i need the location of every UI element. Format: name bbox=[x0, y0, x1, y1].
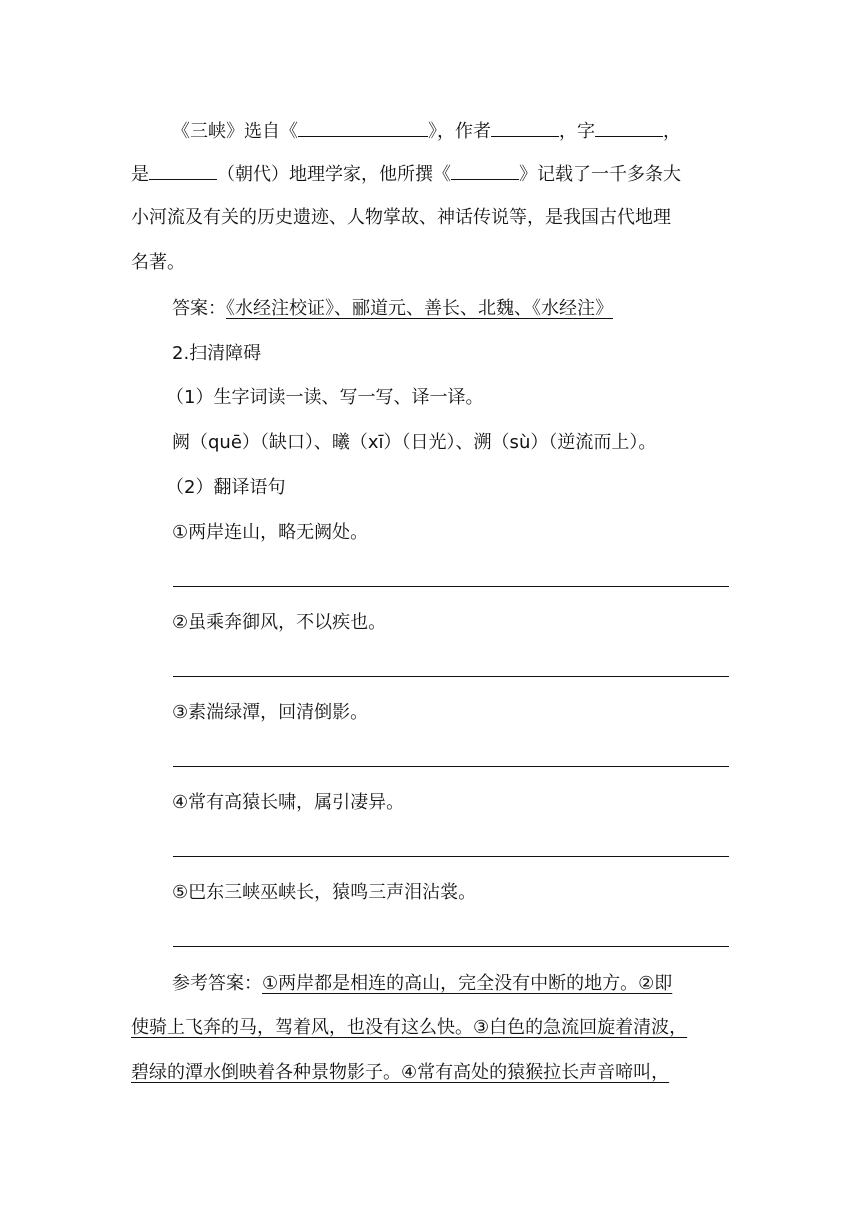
answer-rule-3 bbox=[173, 766, 729, 767]
blank-work-title bbox=[451, 161, 519, 180]
blank-courtesy-name bbox=[595, 118, 663, 137]
section-title: 2.扫清障碍 bbox=[172, 343, 262, 364]
answer-rule-1 bbox=[173, 586, 729, 587]
answer-line bbox=[172, 297, 613, 321]
intro-text: 是 bbox=[131, 164, 149, 185]
sentence-1: ①两岸连山，略无阙处。 bbox=[172, 522, 369, 543]
reference-line-1 bbox=[172, 972, 672, 996]
sentence-5: ⑤巴东三峡巫峡长，猿鸣三声泪沾裳。 bbox=[172, 882, 477, 903]
intro-line-3: 小河流及有关的历史遗迹、人物掌故、神话传说等，是我国古代地理 bbox=[131, 207, 671, 228]
sentence-2: ②虽乘奔御风，不以疾也。 bbox=[172, 612, 387, 633]
answer-rule-2 bbox=[173, 676, 729, 677]
intro-line-2 bbox=[131, 161, 681, 187]
intro-text: ，字 bbox=[559, 121, 595, 142]
intro-line-1 bbox=[172, 118, 681, 144]
intro-text: （朝代）地理学家，他所撰《 bbox=[217, 164, 451, 185]
intro-text: 》，作者 bbox=[428, 121, 491, 142]
answer-rule-4 bbox=[173, 856, 729, 857]
answer-rule-5 bbox=[173, 946, 729, 947]
reference-line-3: 碧绿的潭水倒映着各种景物影子。④常有高处的猿猴拉长声音啼叫， bbox=[131, 1062, 670, 1083]
blank-author bbox=[491, 118, 559, 137]
answer-label: 答案： bbox=[172, 298, 226, 319]
reference-line-2: 使骑上飞奔的马，驾着风，也没有这么快。③白色的急流回旋着清波， bbox=[131, 1017, 688, 1038]
sentence-3: ③素湍绿潭，回清倒影。 bbox=[172, 702, 369, 723]
subsection-vocab: （1）生字词读一读、写一写、译一译。 bbox=[166, 387, 484, 408]
subsection-translate: （2）翻译语句 bbox=[166, 477, 286, 498]
blank-book-title bbox=[298, 118, 428, 137]
reference-label: 参考答案： bbox=[172, 973, 262, 994]
blank-dynasty bbox=[149, 161, 217, 180]
reference-text: ①两岸都是相连的高山，完全没有中断的地方。②即 bbox=[262, 973, 673, 994]
vocab-line: 阙（quē）（缺口）、曦（xī）（日光）、溯（sù）（逆流而上）。 bbox=[172, 432, 657, 453]
intro-text: ， bbox=[663, 121, 681, 142]
intro-line-4: 名著。 bbox=[131, 252, 185, 273]
intro-text: 《三峡》选自《 bbox=[172, 121, 298, 142]
intro-text: 》记载了一千多条大 bbox=[519, 164, 681, 185]
answer-text: 《水经注校证》、郦道元、善长、北魏、《水经注》 bbox=[226, 298, 613, 319]
sentence-4: ④常有高猿长啸，属引凄异。 bbox=[172, 792, 405, 813]
